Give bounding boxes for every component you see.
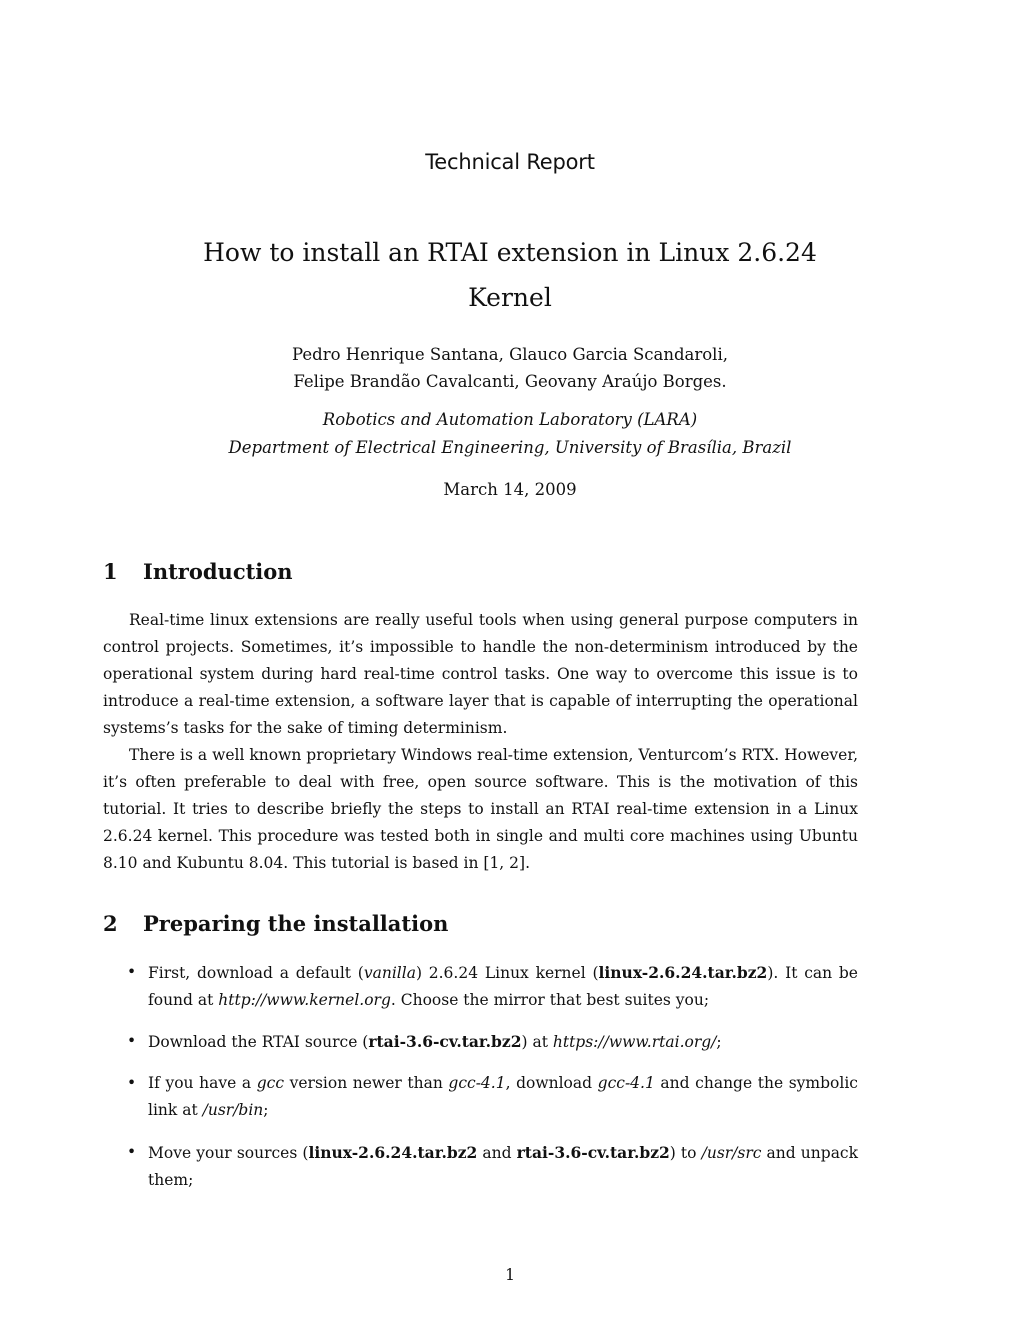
introduction-body <box>103 607 858 877</box>
path-usr-src: /usr/src <box>701 1144 762 1162</box>
affiliation-lab: Robotics and Automation Laboratory (LARA) <box>322 410 698 429</box>
document-title-line-2: Kernel <box>468 283 552 312</box>
section-title: Introduction <box>143 559 293 584</box>
link-kernel-org[interactable]: http://www.kernel.org <box>218 991 391 1009</box>
page-number: 1 <box>505 1266 515 1284</box>
list-item: • Download the RTAI source (rtai-3.6-cv.tar.bz2) at https://www.rtai.org/; <box>103 1028 858 1056</box>
section-heading-preparing-installation <box>103 911 448 936</box>
section-title: Preparing the installation <box>143 911 449 936</box>
document-title-line-1: How to install an RTAI extension in Linux 2.6.24 <box>203 238 817 267</box>
list-item: • If you have a gcc version newer than gcc-4.1, download gcc-4.1 and change the symbolic link at /usr/bin; <box>103 1070 858 1124</box>
affiliation-department: Department of Electrical Engineering, University of Brasília, Brazil <box>228 438 792 457</box>
section-number: 2 <box>103 911 118 936</box>
term-gcc-version: gcc-4.1 <box>597 1074 655 1092</box>
authors-line-1: Pedro Henrique Santana, Glauco Garcia Scandaroli, <box>292 345 728 364</box>
report-type-label: Technical Report <box>425 150 595 174</box>
filename-rtai-source: rtai-3.6-cv.tar.bz2 <box>516 1143 670 1162</box>
filename-linux-kernel: linux-2.6.24.tar.bz2 <box>308 1143 478 1162</box>
filename-linux-kernel: linux-2.6.24.tar.bz2 <box>598 963 768 982</box>
list-item: • Move your sources (linux-2.6.24.tar.bz2 and rtai-3.6-cv.tar.bz2) to /usr/src and unpack them; <box>103 1139 858 1194</box>
term-gcc-version: gcc-4.1 <box>448 1074 506 1092</box>
authors-line-2: Felipe Brandão Cavalcanti, Geovany Araújo Borges. <box>293 372 727 391</box>
section-number: 1 <box>103 559 118 584</box>
filename-rtai-source: rtai-3.6-cv.tar.bz2 <box>368 1032 522 1051</box>
paragraph: Real-time linux extensions are really useful tools when using general purpose computers in control projects. Sometimes, it’s impossible to handle the non-determinism introduced by the operational system during hard real-time control tasks. One way to overcome this issue is to introduce a real-time extension, a software layer that is capable of interrupting the operational systems’s tasks for the sake of timing determinism. <box>103 611 858 737</box>
document-date: March 14, 2009 <box>443 480 577 499</box>
term-gcc: gcc <box>256 1074 285 1092</box>
link-rtai-org[interactable]: https://www.rtai.org/ <box>552 1033 717 1051</box>
path-usr-bin: /usr/bin <box>202 1101 264 1119</box>
term-vanilla: vanilla <box>363 964 416 982</box>
list-item: • First, download a default (vanilla) 2.6.24 Linux kernel (linux-2.6.24.tar.bz2). It can be found at http://www.kernel.org. Choose the mirror that best suites you; <box>103 959 858 1014</box>
paragraph: There is a well known proprietary Windows real-time extension, Venturcom’s RTX. However, it’s often preferable to deal with free, open source software. This is the motivation of this tutorial. It tries to describe briefly the steps to install an RTAI real-time extension in a Linux 2.6.24 kernel. This procedure was tested both in single and multi core machines using Ubuntu 8.10 and Kubuntu 8.04. This tutorial is based in [1, 2]. <box>103 746 858 872</box>
section-heading-introduction <box>103 559 293 584</box>
